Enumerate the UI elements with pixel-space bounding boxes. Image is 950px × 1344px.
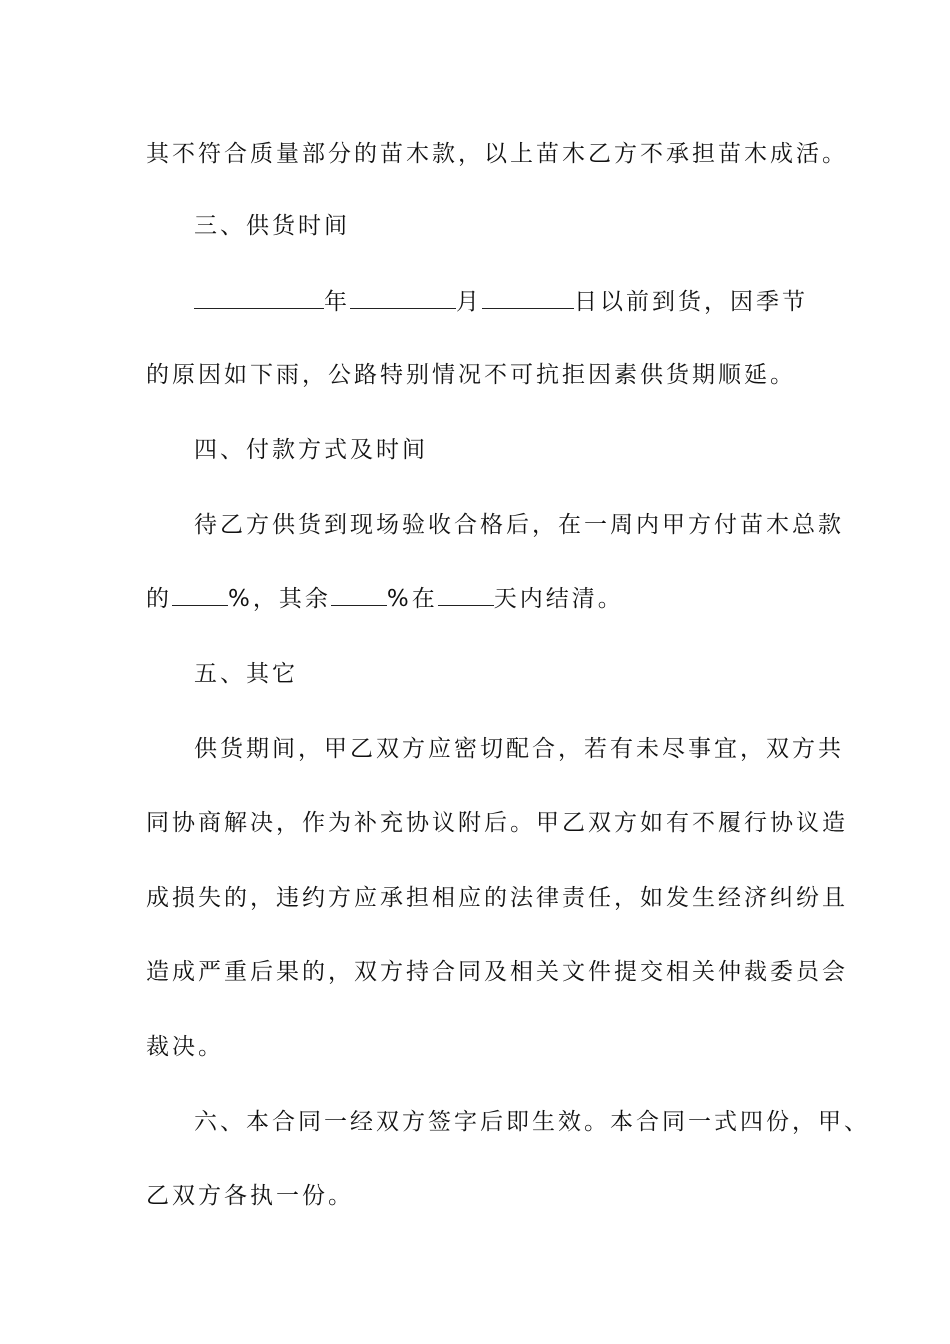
day-text: 日以前到货，因季节 — [574, 289, 808, 315]
year-blank — [194, 286, 324, 309]
paragraph-line: 造成严重后果的，双方持合同及相关文件提交相关仲裁委员会 — [146, 959, 848, 985]
percent-blank-2 — [331, 583, 387, 606]
paragraph-line: 其不符合质量部分的苗木款，以上苗木乙方不承担苗木成活。 — [146, 141, 848, 167]
paragraph-line: 的原因如下雨，公路特别情况不可抗拒因素供货期顺延。 — [146, 362, 796, 388]
payment-text-a: 的 — [146, 586, 172, 612]
percent-blank-1 — [172, 583, 228, 606]
month-blank — [350, 286, 456, 309]
paragraph-line: 成损失的，违约方应承担相应的法律责任，如发生经济纠纷且 — [146, 885, 848, 911]
year-label: 年 — [324, 289, 350, 315]
section-heading-delivery-time: 三、供货时间 — [194, 213, 350, 239]
paragraph-line: 同协商解决，作为补充协议附后。甲乙双方如有不履行协议造 — [146, 810, 848, 836]
payment-text-d: 天内结清。 — [493, 586, 624, 612]
section-effective-clause: 六、本合同一经双方签字后即生效。本合同一式四份，甲、 — [194, 1109, 870, 1135]
paragraph-line: 待乙方供货到现场验收合格后，在一周内甲方付苗木总款 — [194, 512, 844, 538]
payment-text-b: %，其余 — [228, 586, 331, 612]
days-blank — [438, 583, 494, 606]
day-blank — [482, 286, 574, 309]
paragraph-line: 裁决。 — [146, 1034, 224, 1060]
delivery-date-line — [194, 284, 874, 320]
payment-text-c: %在 — [386, 586, 438, 612]
payment-terms-line — [146, 581, 826, 617]
month-label: 月 — [456, 289, 482, 315]
paragraph-line: 乙双方各执一份。 — [146, 1183, 354, 1209]
paragraph-line: 供货期间，甲乙双方应密切配合，若有未尽事宜，双方共 — [194, 736, 844, 762]
section-heading-other: 五、其它 — [194, 661, 298, 687]
section-heading-payment: 四、付款方式及时间 — [194, 437, 428, 463]
